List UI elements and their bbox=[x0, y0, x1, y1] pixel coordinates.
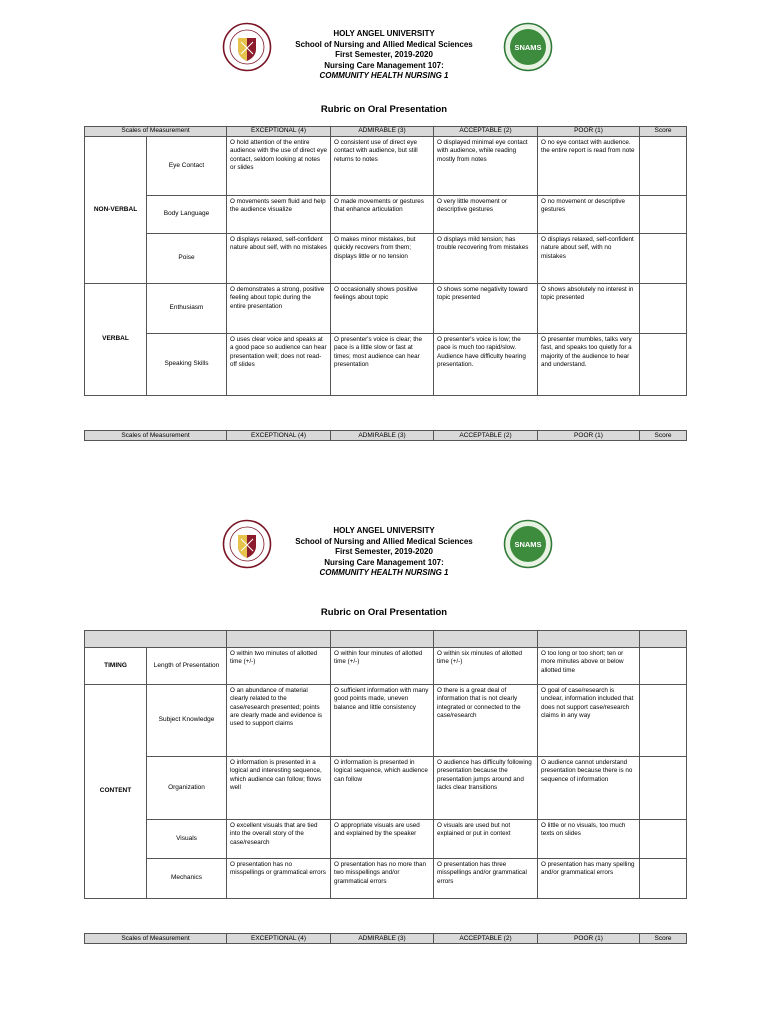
col-exceptional: EXCEPTIONAL (4) bbox=[227, 127, 331, 137]
cell-acceptable: O visuals are used but not explained or put in context bbox=[434, 820, 538, 859]
cell-acceptable: O presenter's voice is low; the pace is much too rapid/slow. Audience have difficulty hearing presentation. bbox=[434, 334, 538, 396]
table-row bbox=[85, 234, 687, 284]
col-scales: Scales of Measurement bbox=[85, 934, 227, 944]
col-score: Score bbox=[640, 127, 687, 137]
cell-poor: O presenter mumbles, talks very fast, and speaks too quietly for a majority of the audience to hear and understand. bbox=[538, 334, 640, 396]
col-admirable: ADMIRABLE (3) bbox=[331, 431, 434, 441]
cell-exceptional: O uses clear voice and speaks at a good pace so audience can hear presentation well; does not read-off slides bbox=[227, 334, 331, 396]
col-admirable: ADMIRABLE (3) bbox=[331, 934, 434, 944]
cell-poor: O displays relaxed, self-confident nature about self, with no mistakes bbox=[538, 234, 640, 284]
cell-admirable: O presenter's voice is clear; the pace is a little slow or fast at times; most audience can hear presentation bbox=[331, 334, 434, 396]
criterion: Enthusiasm bbox=[147, 284, 227, 334]
col-acceptable: ACCEPTABLE (2) bbox=[434, 127, 538, 137]
cell-poor: O too long or too short; ten or more minutes above or below allotted time bbox=[538, 648, 640, 685]
category-timing: TIMING bbox=[85, 648, 147, 685]
category-verbal: VERBAL bbox=[85, 284, 147, 396]
school-name: School of Nursing and Allied Medical Sciences bbox=[295, 536, 473, 546]
col-poor: POOR (1) bbox=[538, 127, 640, 137]
table-row bbox=[85, 284, 687, 334]
cell-poor: O no movement or descriptive gestures bbox=[538, 196, 640, 234]
cell-acceptable: O displayed minimal eye contact with audience, while reading mostly from notes bbox=[434, 137, 538, 196]
cell-admirable: O made movements or gestures that enhance articulation bbox=[331, 196, 434, 234]
subject-name: COMMUNITY HEALTH NURSING 1 bbox=[319, 71, 449, 81]
blank-header bbox=[538, 631, 640, 648]
cell-exceptional: O within two minutes of allotted time (+/-) bbox=[227, 648, 331, 685]
cell-admirable: O consistent use of direct eye contact with audience, but still returns to notes bbox=[331, 137, 434, 196]
col-admirable: ADMIRABLE (3) bbox=[331, 127, 434, 137]
semester: First Semester, 2019-2020 bbox=[335, 547, 433, 557]
cell-exceptional: O presentation has no misspellings or grammatical errors bbox=[227, 859, 331, 899]
cell-admirable: O sufficient information with many good points made, uneven balance and little consistency bbox=[331, 685, 434, 757]
university-name: HOLY ANGEL UNIVERSITY bbox=[333, 526, 435, 535]
blank-header bbox=[434, 631, 538, 648]
scale-header-bar bbox=[84, 430, 687, 441]
cell-acceptable: O audience has difficulty following presentation because the presentation jumps around and lacks clear transitions bbox=[434, 757, 538, 820]
score-cell[interactable] bbox=[640, 859, 687, 899]
col-scales: Scales of Measurement bbox=[85, 127, 227, 137]
cell-exceptional: O hold attention of the entire audience with the use of direct eye contact, seldom looking at notes or slides bbox=[227, 137, 331, 196]
table-row bbox=[85, 685, 687, 757]
rubric-title: Rubric on Oral Presentation bbox=[320, 607, 448, 618]
course-name: Nursing Care Management 107: bbox=[324, 557, 444, 567]
col-acceptable: ACCEPTABLE (2) bbox=[434, 431, 538, 441]
course-name: Nursing Care Management 107: bbox=[324, 60, 444, 70]
score-cell[interactable] bbox=[640, 284, 687, 334]
table-row bbox=[85, 334, 687, 396]
cell-poor: O audience cannot understand presentation because there is no sequence of information bbox=[538, 757, 640, 820]
criterion: Eye Contact bbox=[147, 137, 227, 196]
cell-acceptable: O presentation has three misspellings and/or grammatical errors bbox=[434, 859, 538, 899]
cell-exceptional: O movements seem fluid and help the audience visualize bbox=[227, 196, 331, 234]
score-cell[interactable] bbox=[640, 685, 687, 757]
cell-admirable: O appropriate visuals are used and explained by the speaker bbox=[331, 820, 434, 859]
cell-acceptable: O within six minutes of allotted time (+/-) bbox=[434, 648, 538, 685]
cell-admirable: O presentation has no more than two misspellings and/or grammatical errors bbox=[331, 859, 434, 899]
blank-header bbox=[640, 631, 687, 648]
criterion: Visuals bbox=[147, 820, 227, 859]
snams-seal-text: SNAMS bbox=[514, 43, 542, 52]
blank-header bbox=[85, 631, 227, 648]
page-header bbox=[0, 519, 768, 589]
blank-header bbox=[331, 631, 434, 648]
cell-admirable: O occasionally shows positive feelings about topic bbox=[331, 284, 434, 334]
col-poor: POOR (1) bbox=[538, 934, 640, 944]
cell-exceptional: O displays relaxed, self-confident nature about self, with no mistakes bbox=[227, 234, 331, 284]
header-text bbox=[0, 29, 768, 82]
page-header bbox=[0, 22, 768, 92]
header-row bbox=[85, 631, 687, 648]
cell-poor: O shows absolutely no interest in topic presented bbox=[538, 284, 640, 334]
scale-header-bar bbox=[84, 933, 687, 944]
category-nonverbal: NON-VERBAL bbox=[85, 137, 147, 284]
score-cell[interactable] bbox=[640, 757, 687, 820]
score-cell[interactable] bbox=[640, 648, 687, 685]
table-row bbox=[85, 137, 687, 196]
subject-name: COMMUNITY HEALTH NURSING 1 bbox=[319, 568, 449, 578]
cell-poor: O goal of case/research is unclear, information included that does not support case/research claims in any way bbox=[538, 685, 640, 757]
cell-exceptional: O excellent visuals that are tied into the overall story of the case/research bbox=[227, 820, 331, 859]
cell-exceptional: O demonstrates a strong, positive feeling about topic during the entire presentation bbox=[227, 284, 331, 334]
col-scales: Scales of Measurement bbox=[85, 431, 227, 441]
criterion: Speaking Skills bbox=[147, 334, 227, 396]
score-cell[interactable] bbox=[640, 234, 687, 284]
snams-seal-text: SNAMS bbox=[514, 540, 542, 549]
table-row bbox=[85, 196, 687, 234]
cell-admirable: O information is presented in logical sequence, which audience can follow bbox=[331, 757, 434, 820]
col-score: Score bbox=[640, 431, 687, 441]
col-acceptable: ACCEPTABLE (2) bbox=[434, 934, 538, 944]
cell-exceptional: O an abundance of material clearly related to the case/research presented; points are clearly made and evidence is used to support claims bbox=[227, 685, 331, 757]
table-row bbox=[85, 820, 687, 859]
criterion: Body Language bbox=[147, 196, 227, 234]
cell-admirable: O makes minor mistakes, but quickly recovers from them; displays little or no tension bbox=[331, 234, 434, 284]
criterion: Subject Knowledge bbox=[147, 685, 227, 757]
criterion: Length of Presentation bbox=[147, 648, 227, 685]
criterion: Organization bbox=[147, 757, 227, 820]
table-row bbox=[85, 757, 687, 820]
score-cell[interactable] bbox=[640, 334, 687, 396]
col-score: Score bbox=[640, 934, 687, 944]
criterion: Mechanics bbox=[147, 859, 227, 899]
cell-acceptable: O shows some negativity toward topic presented bbox=[434, 284, 538, 334]
cell-acceptable: O very little movement or descriptive gestures bbox=[434, 196, 538, 234]
rubric-title: Rubric on Oral Presentation bbox=[320, 104, 448, 115]
col-exceptional: EXCEPTIONAL (4) bbox=[227, 934, 331, 944]
cell-poor: O presentation has many spelling and/or grammatical errors bbox=[538, 859, 640, 899]
score-cell[interactable] bbox=[640, 820, 687, 859]
cell-admirable: O within four minutes of allotted time (+/-) bbox=[331, 648, 434, 685]
school-name: School of Nursing and Allied Medical Sciences bbox=[295, 39, 473, 49]
criterion: Poise bbox=[147, 234, 227, 284]
score-cell[interactable] bbox=[640, 196, 687, 234]
semester: First Semester, 2019-2020 bbox=[335, 50, 433, 60]
header-row bbox=[85, 127, 687, 137]
col-poor: POOR (1) bbox=[538, 431, 640, 441]
header-text bbox=[0, 526, 768, 579]
blank-header bbox=[227, 631, 331, 648]
university-name: HOLY ANGEL UNIVERSITY bbox=[333, 29, 435, 38]
rubric-table bbox=[84, 126, 687, 396]
table-row bbox=[85, 648, 687, 685]
rubric-table bbox=[84, 630, 687, 899]
col-exceptional: EXCEPTIONAL (4) bbox=[227, 431, 331, 441]
cell-acceptable: O displays mild tension; has trouble recovering from mistakes bbox=[434, 234, 538, 284]
score-cell[interactable] bbox=[640, 137, 687, 196]
category-content: CONTENT bbox=[85, 685, 147, 899]
table-row bbox=[85, 859, 687, 899]
cell-exceptional: O information is presented in a logical and interesting sequence, which audience can follow; flows well bbox=[227, 757, 331, 820]
cell-poor: O no eye contact with audience. the entire report is read from note bbox=[538, 137, 640, 196]
cell-acceptable: O there is a great deal of information that is not clearly integrated or connected to the case/research bbox=[434, 685, 538, 757]
cell-poor: O little or no visuals, too much texts on slides bbox=[538, 820, 640, 859]
